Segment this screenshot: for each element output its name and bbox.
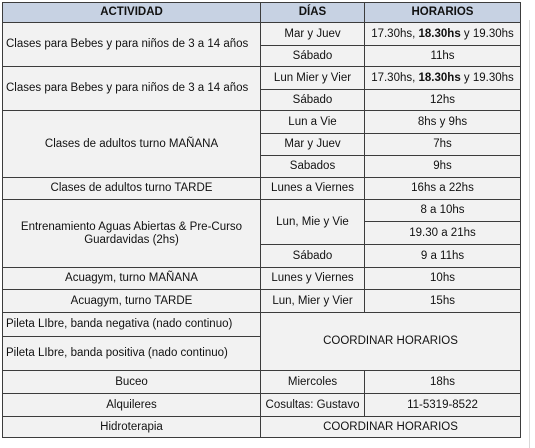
table-row — [3, 200, 521, 222]
header-row — [3, 3, 521, 23]
hours-cell: 9hs — [365, 156, 521, 178]
table-row — [3, 268, 521, 290]
days-cell: Lunes y Viernes — [261, 268, 365, 290]
activity-cell: Clases para Bebes y para niños de 3 a 14 años — [3, 23, 261, 67]
activity-cell: Buceo — [3, 371, 261, 394]
hours-part: 17.30hs, — [371, 71, 419, 84]
activity-cell: Clases de adultos turno MAÑANA — [3, 111, 261, 178]
schedule-table — [2, 2, 521, 438]
days-cell: Lun a Vie — [261, 111, 365, 134]
table-row — [3, 290, 521, 313]
hours-cell: 19.30 a 21hs — [365, 222, 521, 245]
days-cell: Sábado — [261, 46, 365, 67]
header-dias: DÍAS — [261, 3, 365, 23]
activity-cell: Acuagym, turno MAÑANA — [3, 268, 261, 290]
hours-cell: 10hs — [365, 268, 521, 290]
hours-cell: 16hs a 22hs — [365, 178, 521, 200]
activity-cell: Clases de adultos turno TARDE — [3, 178, 261, 200]
hours-cell: 18hs — [365, 371, 521, 394]
hours-cell: 11hs — [365, 46, 521, 67]
table-row — [3, 111, 521, 134]
days-cell: Sábado — [261, 90, 365, 111]
header-horarios: HORARIOS — [365, 3, 521, 23]
table-row — [3, 313, 521, 337]
days-cell: Mar y Juev — [261, 23, 365, 46]
days-cell: Mar y Juev — [261, 134, 365, 156]
sheet-edge — [525, 0, 535, 448]
days-cell: Lun Mier y Vier — [261, 67, 365, 90]
days-cell: Lunes a Viernes — [261, 178, 365, 200]
hours-cell: 8hs y 9hs — [365, 111, 521, 134]
activity-cell: Clases para Bebes y para niños de 3 a 14 años — [3, 67, 261, 111]
activity-cell: Pileta LIbre, banda positiva (nado continuo) — [3, 337, 261, 371]
hours-part-bold: 18.30hs — [418, 71, 461, 84]
header-actividad: ACTIVIDAD — [3, 3, 261, 23]
hours-part: 17.30hs, — [371, 27, 419, 40]
hours-part-bold: 18.30hs — [418, 27, 461, 40]
activity-cell: Hidroterapia — [3, 417, 261, 438]
days-cell: Cosultas: Gustavo — [261, 394, 365, 417]
hours-cell — [365, 67, 521, 90]
table-row — [3, 23, 521, 46]
hours-cell: 12hs — [365, 90, 521, 111]
table-row — [3, 67, 521, 90]
hours-cell: 8 a 10hs — [365, 200, 521, 222]
table-row — [3, 394, 521, 417]
days-cell: Lun, Mie y Vie — [261, 200, 365, 245]
hours-cell: 7hs — [365, 134, 521, 156]
activity-cell: Pileta LIbre, banda negativa (nado continuo) — [3, 313, 261, 337]
hours-cell — [365, 23, 521, 46]
hours-part: y 19.30hs — [460, 71, 514, 84]
coordinar-cell: COORDINAR HORARIOS — [261, 417, 521, 438]
activity-cell: Acuagym, turno TARDE — [3, 290, 261, 313]
hours-cell: 9 a 11hs — [365, 245, 521, 268]
hours-part: y 19.30hs — [460, 27, 514, 40]
days-cell: Sábado — [261, 245, 365, 268]
table-row — [3, 178, 521, 200]
table-row — [3, 371, 521, 394]
hours-cell: 15hs — [365, 290, 521, 313]
hours-cell: 11-5319-8522 — [365, 394, 521, 417]
activity-cell: Entrenamiento Aguas Abiertas & Pre-Curso Guardavidas (2hs) — [3, 200, 261, 268]
days-cell: Lun, Mier y Vier — [261, 290, 365, 313]
days-cell: Sabados — [261, 156, 365, 178]
coordinar-cell: COORDINAR HORARIOS — [261, 313, 521, 371]
activity-cell: Alquileres — [3, 394, 261, 417]
table-row — [3, 417, 521, 438]
days-cell: Miercoles — [261, 371, 365, 394]
